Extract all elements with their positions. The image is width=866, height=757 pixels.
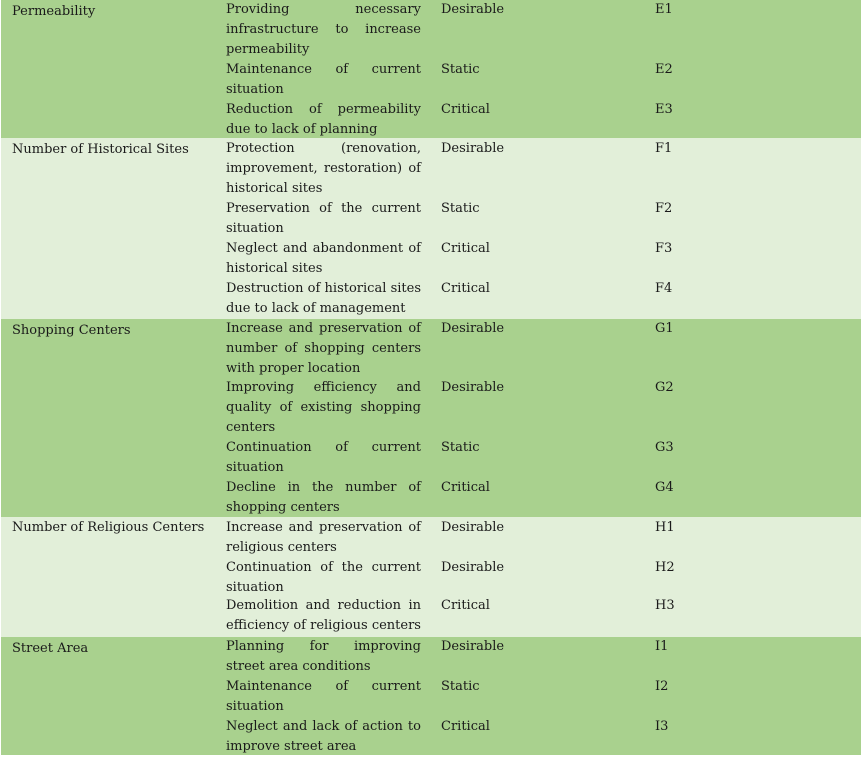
row-description: Protection (renovation, improvement, restoration) of historical sites: [226, 141, 421, 196]
row-description: Increase and preservation of number of shopping centers with proper location: [226, 321, 421, 376]
row-status: Static: [441, 201, 480, 216]
row-description: Destruction of historical sites due to lack of management: [226, 281, 421, 316]
row-description: Decline in the number of shopping centers: [226, 480, 421, 515]
table-row: [1, 517, 861, 557]
row-status: Desirable: [441, 321, 505, 336]
row-code: I3: [655, 719, 669, 734]
table-row: [1, 557, 861, 596]
row-code: I2: [655, 679, 669, 694]
indicator-name: Street Area: [12, 641, 89, 656]
table-group-permeability: [1, 0, 861, 138]
row-status: Critical: [441, 241, 490, 256]
row-code: H1: [655, 520, 675, 535]
row-description: Demolition and reduction in efficiency of religious centers: [226, 598, 421, 633]
table-row: [1, 278, 861, 319]
row-status: Critical: [441, 480, 490, 495]
row-status: Desirable: [441, 639, 505, 654]
row-description: Neglect and lack of action to improve street area: [226, 719, 421, 754]
table-group-religious-centers: [1, 517, 861, 637]
table-row: [1, 596, 861, 637]
row-code: G1: [655, 321, 674, 336]
row-description: Increase and preservation of religious centers: [226, 520, 421, 555]
row-status: Static: [441, 440, 480, 455]
row-description: Improving efficiency and quality of existing shopping centers: [226, 380, 421, 435]
scenario-table: [1, 0, 861, 755]
row-status: Static: [441, 62, 480, 77]
table-row: [1, 378, 861, 438]
table-row: [1, 637, 861, 677]
row-code: F1: [655, 141, 673, 156]
table-row: [1, 0, 861, 60]
row-status: Critical: [441, 281, 490, 296]
row-code: G4: [655, 480, 674, 495]
table-row: [1, 478, 861, 517]
row-status: Critical: [441, 102, 490, 117]
row-status: Desirable: [441, 380, 505, 395]
row-description: Continuation of current situation: [226, 440, 421, 475]
row-status: Static: [441, 679, 480, 694]
table-row: [1, 319, 861, 378]
table-row: [1, 100, 861, 138]
row-status: Desirable: [441, 520, 505, 535]
row-description: Preservation of the current situation: [226, 201, 421, 236]
row-code: E2: [655, 62, 673, 77]
indicator-name: Shopping Centers: [12, 323, 131, 338]
table-row: [1, 198, 861, 238]
row-code: G3: [655, 440, 674, 455]
table-row: [1, 717, 861, 755]
row-description: Providing necessary infrastructure to increase permeability: [226, 2, 421, 57]
table-group-street-area: [1, 637, 861, 755]
row-code: E1: [655, 2, 673, 17]
row-description: Planning for improving street area conditions: [226, 639, 421, 674]
row-status: Desirable: [441, 141, 505, 156]
row-status: Desirable: [441, 2, 505, 17]
row-code: G2: [655, 380, 674, 395]
row-code: H2: [655, 560, 675, 575]
row-code: F3: [655, 241, 673, 256]
row-code: F4: [655, 281, 673, 296]
row-code: F2: [655, 201, 673, 216]
table-group-historical-sites: [1, 138, 861, 319]
indicator-name: Permeability: [12, 4, 96, 19]
row-code: H3: [655, 598, 675, 613]
row-status: Critical: [441, 598, 490, 613]
row-code: E3: [655, 102, 673, 117]
row-description: Continuation of the current situation: [226, 560, 421, 595]
row-status: Desirable: [441, 560, 505, 575]
table-row: [1, 438, 861, 478]
indicator-name: Number of Religious Centers: [12, 520, 205, 535]
table-row: [1, 238, 861, 278]
table-row: [1, 138, 861, 198]
table-row: [1, 60, 861, 100]
row-code: I1: [655, 639, 669, 654]
row-description: Neglect and abandonment of historical sites: [226, 241, 421, 276]
row-description: Reduction of permeability due to lack of planning: [226, 102, 421, 137]
row-description: Maintenance of current situation: [226, 62, 421, 97]
row-description: Maintenance of current situation: [226, 679, 421, 714]
indicator-name: Number of Historical Sites: [12, 142, 189, 157]
table-row: [1, 677, 861, 717]
row-status: Critical: [441, 719, 490, 734]
table-group-shopping-centers: [1, 319, 861, 517]
